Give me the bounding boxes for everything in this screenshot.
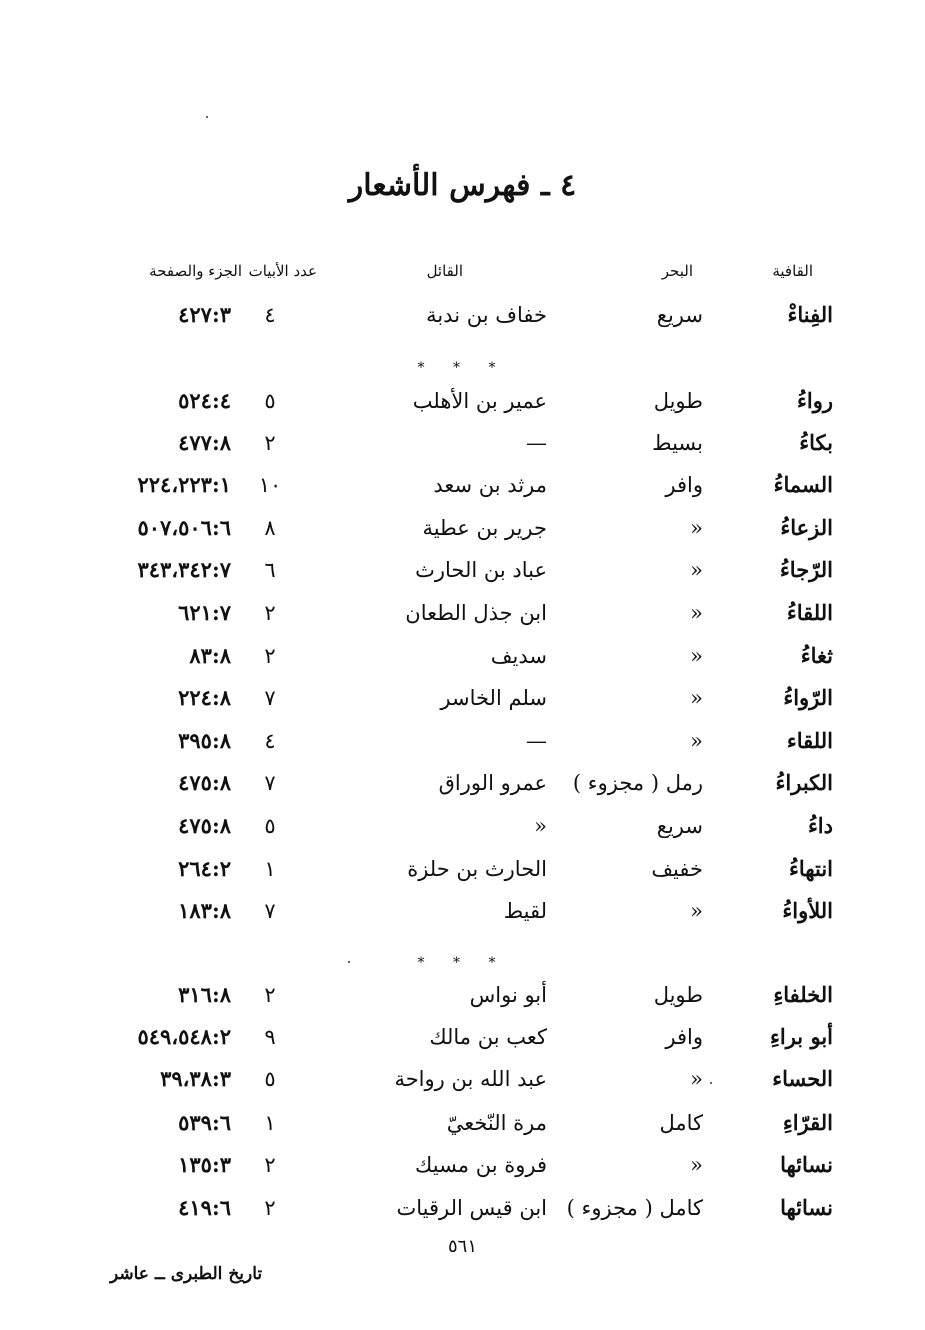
cell-count: ١٠ <box>258 473 282 497</box>
header-bahr: البحر <box>661 262 693 280</box>
cell-qail: « <box>534 814 547 838</box>
cell-ref: ١٨٣:٨ <box>178 898 231 923</box>
cell-count: ٥ <box>264 1067 276 1091</box>
cell-qail: الحارث بن حلزة <box>407 857 547 881</box>
cell-count: ٥ <box>264 814 276 838</box>
cell-bahr: طويل <box>653 983 703 1007</box>
cell-count: ١ <box>264 857 276 881</box>
cell-qail: لقيط <box>503 899 547 923</box>
cell-qafia: الرّجاءُ <box>779 557 833 582</box>
cell-count: ٦ <box>264 558 276 582</box>
table-row <box>0 894 925 928</box>
table-row <box>0 511 925 545</box>
cell-count: ٢ <box>264 1196 276 1220</box>
cell-qail: مرة النّخعيّ <box>446 1111 547 1135</box>
cell-ref: ٣١٦:٨ <box>178 982 231 1007</box>
cell-qail: ابن قيس الرقيات <box>396 1196 547 1220</box>
cell-qail: كعب بن مالك <box>429 1025 547 1049</box>
cell-bahr: رمل ( مجزوء ) <box>572 771 703 795</box>
cell-bahr: « <box>690 899 703 923</box>
cell-qail: خفاف بن ندبة <box>426 303 547 327</box>
cell-qafia: نسائها <box>780 1195 833 1220</box>
cell-qafia: الكبراءُ <box>775 770 833 795</box>
header-ref: الجزء والصفحة <box>149 262 242 280</box>
group-separator: * * * <box>417 955 508 971</box>
page-title: ٤ ـ فهرس الأشعار <box>348 168 577 203</box>
cell-qafia: رواءُ <box>797 388 833 413</box>
table-row <box>0 1062 925 1096</box>
cell-count: ١ <box>264 1111 276 1135</box>
print-speck <box>710 1082 712 1084</box>
cell-ref: ٥٣٩:٦ <box>178 1110 231 1135</box>
table-row <box>0 553 925 587</box>
cell-qafia: داءُ <box>807 813 833 838</box>
cell-count: ٢ <box>264 431 276 455</box>
table-row <box>0 724 925 758</box>
header-count: عدد الأبيات <box>248 262 317 280</box>
cell-bahr: « <box>690 1067 703 1091</box>
table-row <box>0 1020 925 1054</box>
cell-bahr: « <box>690 516 703 540</box>
table-row <box>0 681 925 715</box>
cell-ref: ٤١٩:٦ <box>178 1195 231 1220</box>
cell-count: ٢ <box>264 983 276 1007</box>
cell-count: ٤ <box>264 303 276 327</box>
cell-bahr: خفيف <box>651 857 703 881</box>
cell-bahr: بسيط <box>652 431 703 455</box>
cell-qail: جرير بن عطية <box>422 516 547 540</box>
cell-ref: ٥٠٧،٥٠٦:٦ <box>137 515 231 540</box>
cell-bahr: كامل ( مجزوء ) <box>566 1196 703 1220</box>
cell-bahr: « <box>690 686 703 710</box>
cell-bahr: « <box>690 644 703 668</box>
cell-qafia: الحساء <box>772 1066 833 1091</box>
cell-count: ٨ <box>264 516 276 540</box>
cell-bahr: طويل <box>653 389 703 413</box>
cell-ref: ٦٢١:٧ <box>178 600 231 625</box>
table-row <box>0 596 925 630</box>
header-qafia: القافية <box>772 262 813 280</box>
cell-qail: مرثد بن سعد <box>433 473 547 497</box>
cell-qafia: الخلفاءِ <box>773 982 833 1007</box>
cell-qail: ابن جذل الطعان <box>405 601 547 625</box>
cell-qail: سديف <box>490 644 547 668</box>
cell-ref: ٤٧٥:٨ <box>178 770 231 795</box>
header-qail: القائل <box>426 262 463 280</box>
cell-qafia: بكاءُ <box>799 430 833 455</box>
cell-qail: عباد بن الحارث <box>415 558 547 582</box>
cell-bahr: سريع <box>656 814 703 838</box>
cell-count: ٥ <box>264 389 276 413</box>
cell-qail: عمرو الوراق <box>438 771 547 795</box>
group-separator: * * * <box>417 360 508 376</box>
cell-qail: — <box>526 431 547 455</box>
cell-count: ٧ <box>264 771 276 795</box>
cell-qafia: ثغاءُ <box>800 643 833 668</box>
cell-count: ٤ <box>264 729 276 753</box>
cell-ref: ١٣٥:٣ <box>178 1152 231 1177</box>
table-row <box>0 1148 925 1182</box>
page-number: ٥٦١ <box>447 1236 477 1257</box>
cell-ref: ٢٢٤:٨ <box>178 685 231 710</box>
cell-ref: ٢٦٤:٢ <box>178 856 231 881</box>
cell-qafia: السماءُ <box>773 472 833 497</box>
print-speck <box>206 116 208 118</box>
cell-qail: سلم الخاسر <box>440 686 547 710</box>
cell-qafia: الزعاءُ <box>780 515 833 540</box>
cell-ref: ٤٧٥:٨ <box>178 813 231 838</box>
table-row <box>0 426 925 460</box>
table-row <box>0 809 925 843</box>
cell-qafia: أبو براءِ <box>770 1024 833 1049</box>
table-row <box>0 766 925 800</box>
cell-ref: ٤٧٧:٨ <box>178 430 231 455</box>
cell-qail: عبد الله بن رواحة <box>394 1067 547 1091</box>
table-row <box>0 639 925 673</box>
running-footer: تاريخ الطبرى ــ عاشر <box>110 1264 263 1284</box>
table-row <box>0 298 925 332</box>
cell-ref: ٤٢٧:٣ <box>178 302 231 327</box>
table-row <box>0 468 925 502</box>
table-row <box>0 1191 925 1225</box>
cell-qafia: اللقاءُ <box>786 600 833 625</box>
cell-count: ٧ <box>264 899 276 923</box>
cell-count: ٢ <box>264 644 276 668</box>
cell-count: ٢ <box>264 601 276 625</box>
cell-ref: ٢٢٤،٢٢٣:١ <box>137 472 231 497</box>
cell-bahr: « <box>690 1153 703 1177</box>
cell-bahr: « <box>690 558 703 582</box>
cell-ref: ٣٤٣،٣٤٢:٧ <box>137 557 231 582</box>
cell-qafia: القرّاءِ <box>782 1110 833 1135</box>
cell-qafia: نسائها <box>780 1152 833 1177</box>
table-row <box>0 1106 925 1140</box>
cell-qail: أبو نواس <box>469 983 547 1007</box>
cell-bahr: كامل <box>659 1111 703 1135</box>
cell-bahr: « <box>690 729 703 753</box>
cell-ref: ٥٤٩،٥٤٨:٢ <box>137 1024 231 1049</box>
table-row <box>0 852 925 886</box>
cell-count: ٢ <box>264 1153 276 1177</box>
cell-qafia: انتهاءُ <box>789 856 833 881</box>
cell-ref: ٣٩٥:٨ <box>178 728 231 753</box>
cell-bahr: « <box>690 601 703 625</box>
cell-qafia: اللأواءُ <box>782 898 833 923</box>
cell-ref: ٥٢٤:٤ <box>178 388 231 413</box>
cell-qail: عمير بن الأهلب <box>412 389 547 413</box>
cell-bahr: سريع <box>656 303 703 327</box>
cell-ref: ٣٩،٣٨:٣ <box>160 1066 231 1091</box>
cell-qafia: الفِناءْ <box>787 302 833 327</box>
cell-qail: — <box>526 729 547 753</box>
cell-count: ٩ <box>264 1025 276 1049</box>
cell-count: ٧ <box>264 686 276 710</box>
table-row <box>0 978 925 1012</box>
cell-qafia: اللقاء <box>786 728 833 753</box>
table-row <box>0 384 925 418</box>
cell-bahr: وافر <box>665 1025 703 1049</box>
cell-qafia: الرّواءُ <box>783 685 833 710</box>
cell-qail: فروة بن مسيك <box>415 1153 547 1177</box>
cell-ref: ٨٣:٨ <box>189 643 231 668</box>
print-speck <box>348 961 350 963</box>
cell-bahr: وافر <box>665 473 703 497</box>
